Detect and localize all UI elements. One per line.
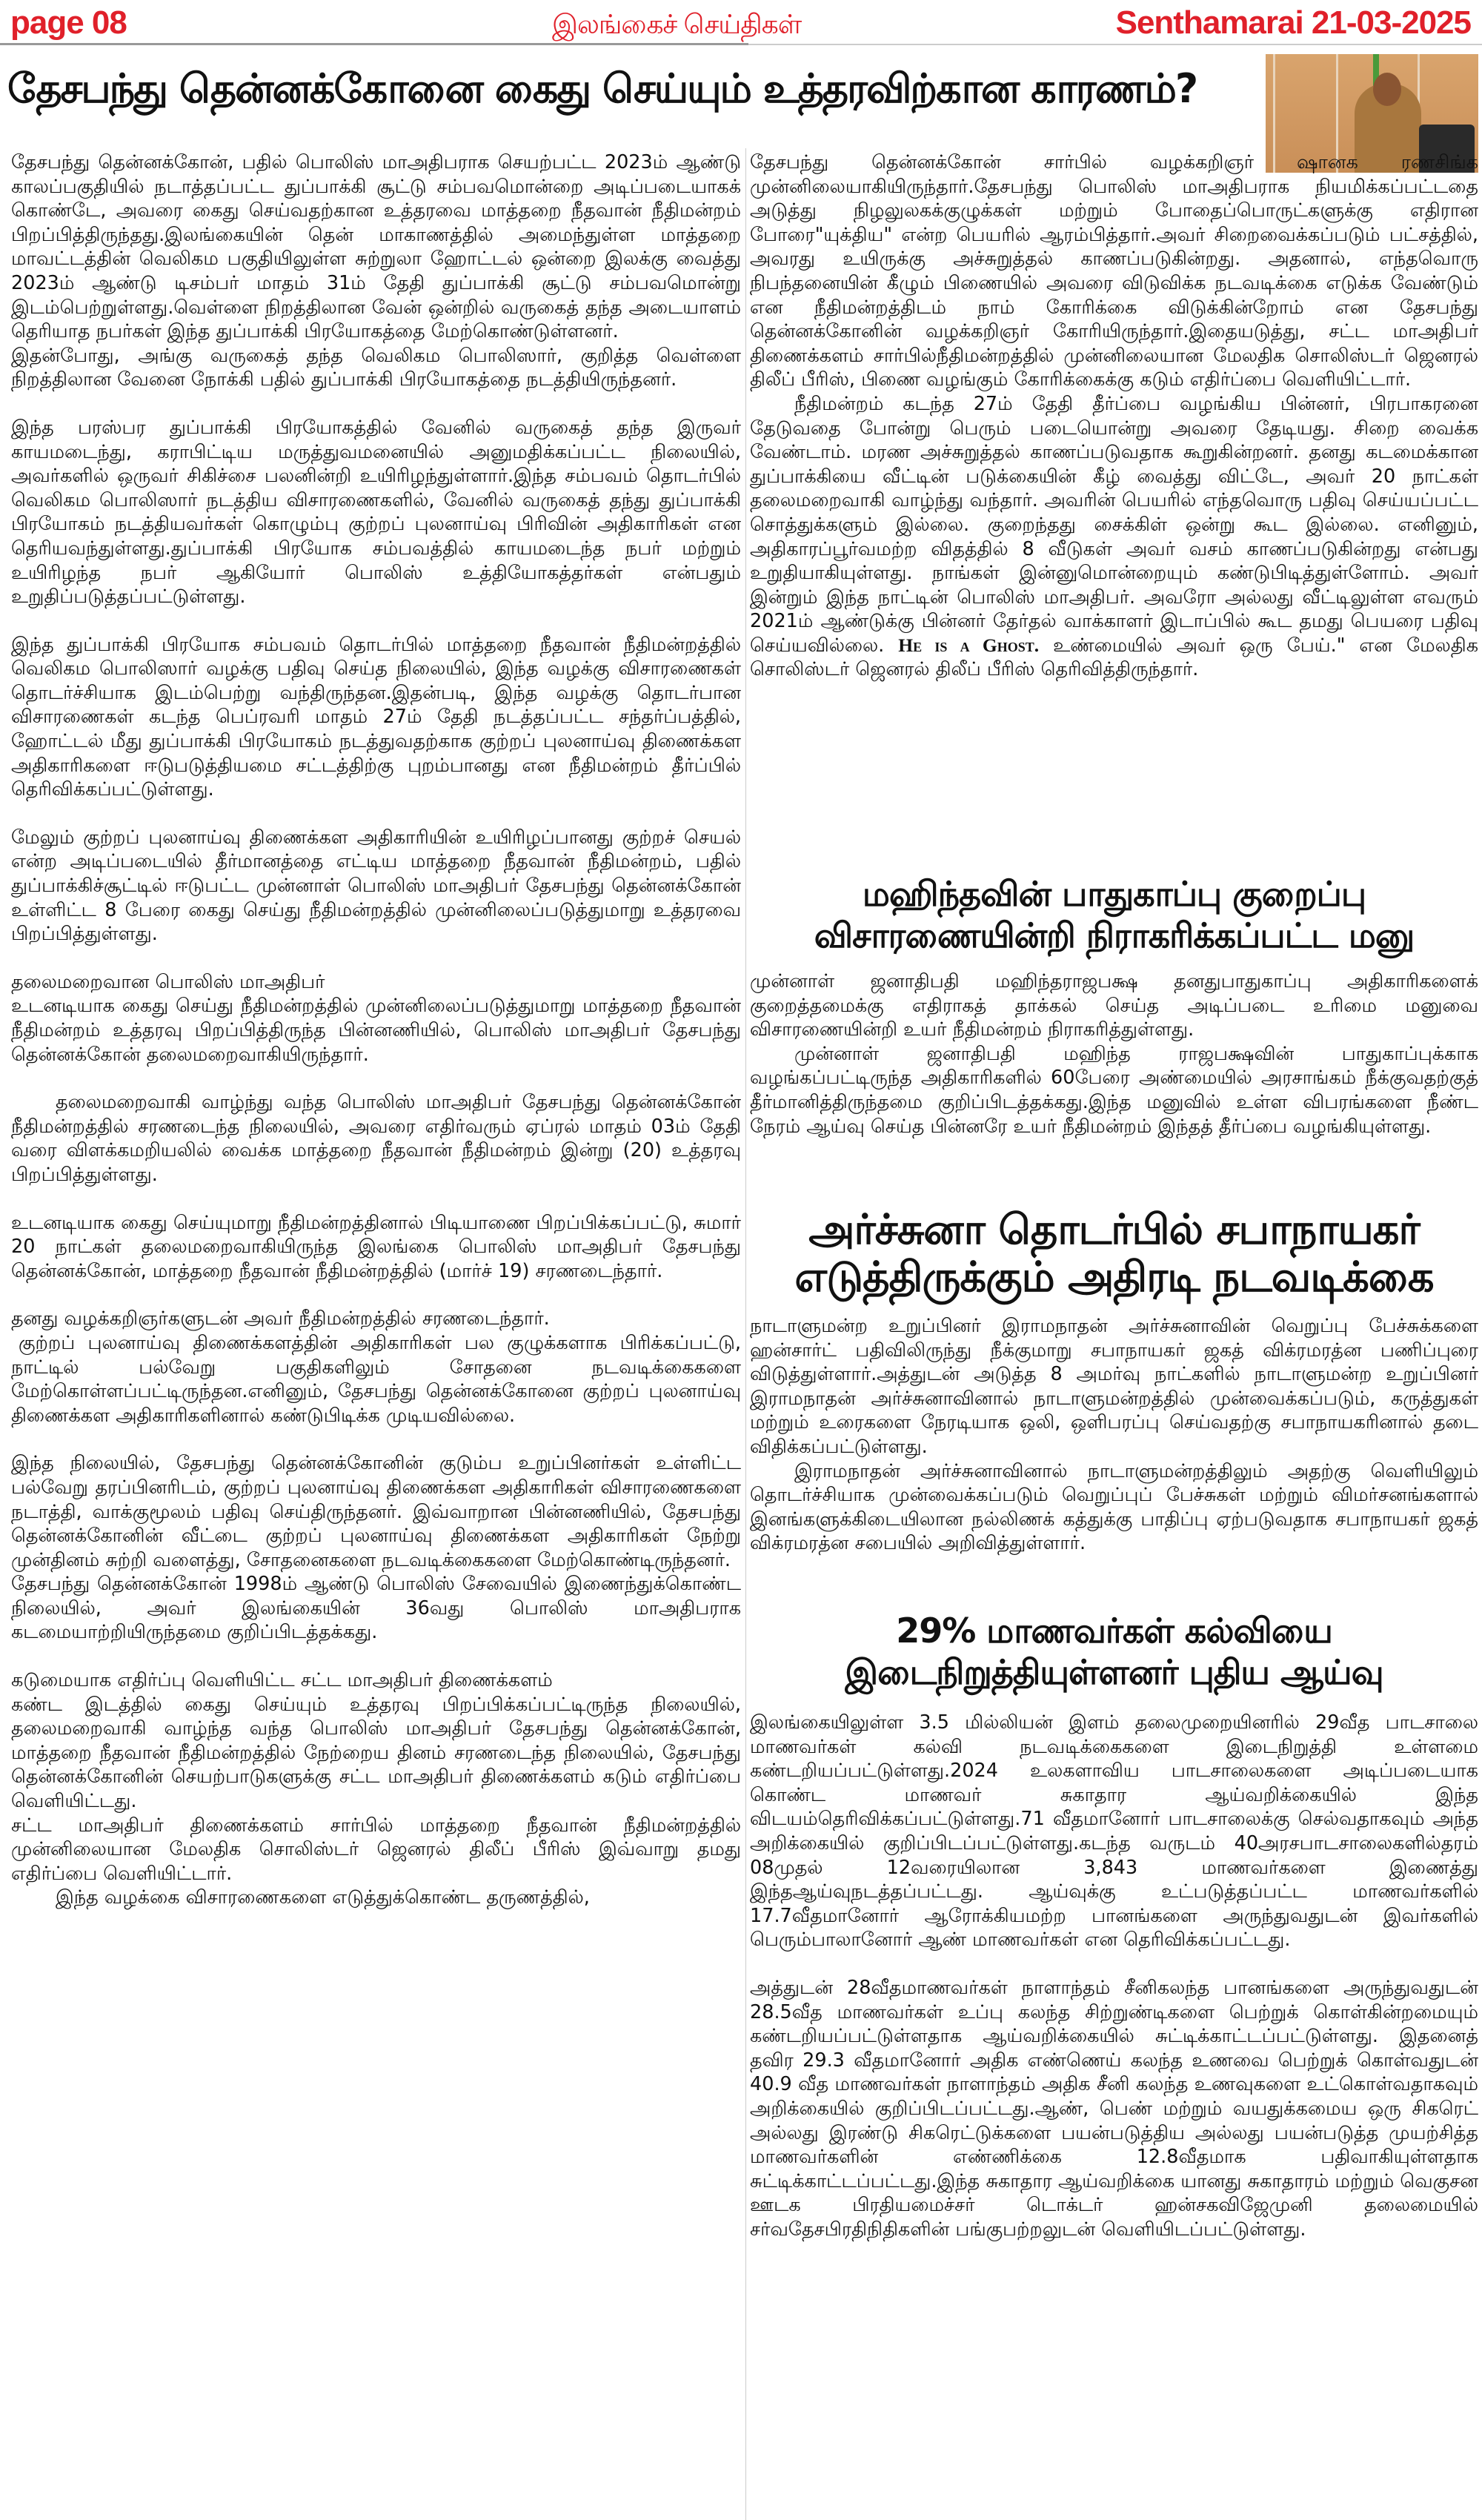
article3-headline xyxy=(750,1207,1478,1302)
headline-line: இடைநிறுத்தியுள்ளனர் புதிய ஆய்வு xyxy=(845,1652,1383,1692)
paragraph: குற்றப் புலனாய்வு திணைக்களத்தின் அதிகாரிகள் பல குழுக்களாக பிரிக்கப்பட்டு, நாட்டில் பல்வேறு பகுதிகளிலும் சோதனை நடவடிக்கைகளை மேற்கொள்ளப்பட்டிருந்தன.எனினும், தேசபந்து தென்னக்கோனை குற்றப் புலனாய்வு திணைக்கள அதிகாரிகளினால் கண்டுபிடிக்க முடியவில்லை. xyxy=(11,1331,741,1427)
subheading: தலைமறைவான பொலிஸ் மாஅதிபர் xyxy=(11,970,325,993)
section-title: இலங்கைச் செய்திகள் xyxy=(552,9,802,39)
paragraph: முன்னாள் ஜனாதிபதி மஹிந்த ராஜபக்ஷவின் பாதுகாப்புக்காக வழங்கப்பட்டிருந்த அதிகாரிகளில் 60பேரை அண்மையில் அரசாங்கம் நீக்குவதற்குத் தீர்மானித்திருந்தமை குறிப்பிடத்தக்கது.இந்த மனுவில் உள்ள விபரங்களை நீண்ட நேரம் ஆய்வு செய்த பின்னரே உயர் நீதிமன்றம் இந்தத் தீர்ப்பை வழங்கியுள்ளது. xyxy=(750,1042,1478,1138)
paragraph: நாடாளுமன்ற உறுப்பினர் இராமநாதன் அர்ச்சுனாவின் வெறுப்பு பேச்சுக்களை ஹன்சார்ட் பதிவிலிருந்து நீக்குமாறு சபாநாயகர் ஜகத் விக்ரமரத்ன பணிப்புரை விடுத்துள்ளார்.அத்துடன் அடுத்த 8 அமர்வு நாட்களில் நாடாளுமன்ற உறுப்பினர் இராமநாதன் அர்ச்சுனாவினால் நாடாளுமன்றத்தில் முன்வைக்கப்படும், கருத்துகள் மற்றும் உரைகளை நேரடியாக ஒலி, ஒளிபரப்பு செய்வதற்கு சபாநாயகரினால் தடை விதிக்கப்பட்டுள்ளது. xyxy=(750,1315,1478,1458)
header-rule xyxy=(0,43,748,45)
article1-body-left xyxy=(11,150,741,1910)
paragraph: உடனடியாக கைது செய்யுமாறு நீதிமன்றத்தினால் பிடியாணை பிறப்பிக்கப்பட்டு, சுமார் 20 நாட்கள் தலைமறைவாகியிருந்த இலங்கை பொலிஸ் மாஅதிபர் தேசபந்து தென்னக்கோன், மாத்தறை நீதவான் நீதிமன்றத்தில் (மார்ச் 19) சரணடைந்தார். xyxy=(11,1211,741,1282)
page-number: page 08 xyxy=(10,4,127,41)
paragraph: மேலும் குற்றப் புலனாய்வு திணைக்கள அதிகாரியின் உயிரிழப்பானது குற்றச் செயல் என்ற அடிப்படையில் தீர்மானத்தை எட்டிய மாத்தறை நீதவான் நீதிமன்றம், பதில் துப்பாக்கிச்சூட்டில் ஈடுபட்ட முன்னாள் பொலிஸ் மாஅதிபர் தேசபந்து தென்னக்கோன் உள்ளிட்ட 8 பேரை கைது செய்து நீதிமன்றத்தில் முன்னிலைப்படுத்துமாறு உத்தரவை பிறப்பித்துள்ளது. xyxy=(11,826,741,946)
article3-body xyxy=(750,1314,1478,1556)
paragraph: இதன்போது, அங்கு வருகைத் தந்த வெலிகம பொலிஸார், குறித்த வெள்ளை நிறத்திலான வேனை நோக்கி பதில் துப்பாக்கி பிரயோகத்தை நடத்தியிருந்தனர். xyxy=(11,344,741,391)
paragraph: அத்துடன் 28வீதமாணவர்கள் நாளாந்தம் சீனிகலந்த பானங்களை அருந்துவதுடன் 28.5வீத மாணவர்கள் உப்பு கலந்த சிற்றுண்டிகளை பெற்றுக் கொள்கின்றமையும் கண்டறியப்பட்டுள்ளதாக ஆய்வறிக்கையில் சுட்டிக்காட்டப்பட்டுள்ளது. இதனைத் தவிர 29.3 வீதமானோர் அதிக எண்ணெய் கலந்த உணவை பெற்றுக் கொள்வதுடன் 40.9 வீத மாணவர்கள் நாளாந்தம் அதிக சீனி கலந்த உணவுகளை உட்கொள்வதாகவும் அறிக்கையில் குறிப்பிடப்பட்டது.ஆண், பெண் மற்றும் வயதுக்கமைய ஒரு சிகரெட் அல்லது இரண்டு சிகரெட்டுக்களை பயன்படுத்திய அல்லது பயன்படுத்த முயற்சித்த மாணவர்களின் எண்ணிக்கை 12.8வீதமாக பதிவாகியுள்ளதாக சுட்டிக்காட்டப்பட்டது.இந்த சுகாதார ஆய்வறிக்கை யானது சுகாதாரம் மற்றும் வெகுசன ஊடக பிரதியமைச்சர் டொக்டர் ஹன்சகவிஜேமுனி தலைமையில் சர்வதேசபிரதிநிதிகளின் பங்குபற்றலுடன் வெளியிடப்பட்டுள்ளது. xyxy=(750,1976,1478,2241)
header-rule-light xyxy=(748,44,1482,45)
article4-headline xyxy=(750,1610,1478,1693)
paragraph: இராமநாதன் அர்ச்சுனாவினால் நாடாளுமன்றத்திலும் அதற்கு வெளியிலும் தொடர்ச்சியாக முன்வைக்கப்படும் வெறுப்புப் பேச்சுகள் மற்றும் விமர்சனங்களால் இனங்களுக்கிடையிலான நல்லிணக் கத்துக்கு பாதிப்பு ஏற்படுவதாக சபாநாயகர் ஜகத் விக்ரமரத்ன சபையில் அறிவித்துள்ளார். xyxy=(750,1459,1478,1555)
paragraph xyxy=(750,392,1478,682)
column-divider xyxy=(745,148,746,2520)
paragraph: இந்த பரஸ்பர துப்பாக்கி பிரயோகத்தில் வேனில் வருகைத் தந்த இருவர் காயமடைந்து, கராபிட்டிய மருத்துவமனையில் அனுமதிக்கப்பட்ட நிலையில், அவர்களில் ஒருவர் சிகிச்சை பலனின்றி உயிரிழந்துள்ளார்.இந்த சம்பவம் தொடர்பில் வெலிகம பொலிஸார் நடத்திய விசாரணைகளில், வேனில் வருகைத் தந்து துப்பாக்கி பிரயோகம் நடத்தியவர்கள் கொழும்பு குற்றப் புலனாய்வு பிரிவின் அதிகாரிகள் என தெரியவந்துள்ளது.துப்பாக்கி பிரயோக சம்பவத்தில் காயமடைந்த நபர் மற்றும் உயிரிழந்த நபர் ஆகியோர் பொலிஸ் உத்தியோகத்தர்கள் என்பதும் உறுதிப்படுத்தப்பட்டுள்ளது. xyxy=(11,416,741,609)
headline-line: அர்ச்சுனா தொடர்பில் சபாநாயகர் xyxy=(808,1206,1420,1254)
paragraph: தேசபந்து தென்னக்கோன், பதில் பொலிஸ் மாஅதிபராக செயற்பட்ட 2023ம் ஆண்டு காலப்பகுதியில் நடாத்தப்பட்ட துப்பாக்கி சூட்டு சம்பவமொன்றை அடிப்படையாகக் கொண்டே, அவரை கைது செய்வதற்கான உத்தரவை மாத்தறை நீதவான் நீதிமன்றம் பிறப்பித்திருந்தது.இலங்கையின் தென் மாகாணத்தில் அமைந்துள்ள மாத்தறை மாவட்டத்தின் வெலிகம பகுதியிலுள்ள சுற்றுலா ஹோட்டல் ஒன்றை இலக்கு வைத்து 2023ம் ஆண்டு டிசம்பர் மாதம் 31ம் தேதி துப்பாக்கி சூட்டு சம்பவமொன்று இடம்பெற்றுள்ளது.வெள்ளை நிறத்திலான வேன் ஒன்றில் வருகைத் தந்த அடையாளம் தெரியாத நபர்கள் இந்த துப்பாக்கி பிரயோகத்தை மேற்கொண்டுள்ளனர். xyxy=(11,151,741,343)
paragraph: தேசபந்து தென்னக்கோன் 1998ம் ஆண்டு பொலிஸ் சேவையில் இணைந்துக்கொண்ட நிலையில், அவர் இலங்கையின் 36வது பொலிஸ் மாஅதிபராக கடமையாற்றியிருந்தமை குறிப்பிடத்தக்கது. xyxy=(11,1573,741,1644)
masthead-brand-date: Senthamarai 21-03-2025 xyxy=(1115,4,1471,41)
article1-headline: தேசபந்து தென்னக்கோனை கைது செய்யும் உத்தரவிற்கான காரணம்? xyxy=(7,65,1197,112)
paragraph: தலைமறைவாகி வாழ்ந்து வந்த பொலிஸ் மாஅதிபர் தேசபந்து தென்னக்கோன் நீதிமன்றத்தில் சரணடைந்த நிலையில், அவரை எதிர்வரும் ஏப்ரல் மாதம் 03ம் தேதி வரை விளக்கமறியலில் வைக்க மாத்தறை நீதவான் நீதிமன்றம் இன்று (20) உத்தரவு பிறப்பித்துள்ளது. xyxy=(11,1091,741,1186)
quote-text: நீதிமன்றம் கடந்த 27ம் தேதி தீர்ப்பை வழங்கிய பின்னர், பிரபாகரனை தேடுவதை போன்று பெரும் படையொன்று அவரை தேடியது. சிறை வைக்க வேண்டாம். மரண அச்சுறுத்தல் காணப்படுவதாக கூறுகின்றனர். தனது கடமைக்கான துப்பாக்கியை வீட்டின் படுக்கையின் கீழ் வைத்து விட்டே, அவர் 20 நாட்கள் தலைமறைவாகி வாழ்ந்து வந்தார். அவரின் பெயரில் எந்தவொரு பதிவு செய்யப்பட்ட சொத்துக்களும் இல்லை. குறைந்தது சைக்கிள் ஒன்று கூட இல்லை. எனினும், அதிகாரப்பூர்வமற்ற விதத்தில் 8 வீடுகள் அவர் வசம் காணப்படுகின்றது என்பது உறுதியாகியுள்ளது. நாங்கள் இன்னுமொன்றையும் கண்டுபிடித்துள்ளோம். அவர் இன்றும் இந்த நாட்டின் பொலிஸ் மாஅதிபர். அவரோ அல்லது வீட்டிலுள்ள எவரும் 2021ம் ஆண்டுக்கு பின்னர் தேர்தல் வாக்காளர் இடாப்பில் கூட தமது பெயரை பதிவு செய்யவில்லை. xyxy=(750,392,1478,657)
quote-english: He is a Ghost. xyxy=(898,634,1040,656)
paragraph: கண்ட இடத்தில் கைது செய்யும் உத்தரவு பிறப்பிக்கப்பட்டிருந்த நிலையில், தலைமறைவாகி வாழ்ந்த வந்த பொலிஸ் மாஅதிபர் தேசபந்து தென்னக்கோன், மாத்தறை நீதவான் நீதிமன்றத்தில் நேற்றைய தினம் சரணடைந்த நிலையில், தேசபந்து தென்னக்கோனின் செயற்பாடுகளுக்கு சட்ட மாஅதிபர் திணைக்களம் கடும் எதிர்ப்பை வெளியிட்டது. xyxy=(11,1693,741,1813)
paragraph: இந்த நிலையில், தேசபந்து தென்னக்கோனின் குடும்ப உறுப்பினர்கள் உள்ளிட்ட பல்வேறு தரப்பினரிடம், குற்றப் புலனாய்வு திணைக்கள அதிகாரிகள் விசாரணைகளை நடாத்தி, வாக்குமூலம் பதிவு செய்திருந்தனர். இவ்வாறான பின்னணியில், தேசபந்து தென்னக்கோனின் வீட்டை குற்றப் புலனாய்வு திணைக்கள அதிகாரிகள் நேற்று முன்தினம் சுற்றி வளைத்து, சோதனைகளை நடவடிக்கைகளை மேற்கொண்டிருந்தனர். xyxy=(11,1452,741,1571)
paragraph: முன்னாள் ஜனாதிபதி மஹிந்தராஜபக்ஷ தனதுபாதுகாப்பு அதிகாரிகளைக் குறைத்தமைக்கு எதிராகத் தாக்கல் செய்த அடிப்படை உரிமை மனுவை விசாரணையின்றி உயர் நீதிமன்றம் நிராகரித்துள்ளது. xyxy=(750,970,1478,1041)
headline-line: 29% மாணவர்கள் கல்வியை xyxy=(896,1611,1332,1651)
paragraph: தனது வழக்கறிஞர்களுடன் அவர் நீதிமன்றத்தில் சரணடைந்தார். xyxy=(11,1307,550,1330)
headline-line: மஹிந்தவின் பாதுகாப்பு குறைப்பு xyxy=(862,874,1366,914)
paragraph: இந்த துப்பாக்கி பிரயோக சம்பவம் தொடர்பில் மாத்தறை நீதவான் நீதிமன்றத்தில் வெலிகம பொலிஸார் வழக்கு பதிவு செய்த நிலையில், இந்த வழக்கு விசாரணைகள் தொடர்ச்சியாக இடம்பெற்று வந்திருந்தன.இதன்படி, இந்த வழக்கு தொடர்பான விசாரணைகள் கடந்த பெப்ரவரி மாதம் 27ம் தேதி நடத்தப்பட்ட சந்தர்ப்பத்தில், ஹோட்டல் மீது துப்பாக்கி பிரயோகம் நடத்துவதற்காக குற்றப் புலனாய்வு திணைக்கள அதிகாரிகளை ஈடுபடுத்தியமை சட்டத்திற்கு புறம்பானது என நீதிமன்றம் தீர்ப்பில் தெரிவிக்கப்பட்டுள்ளது. xyxy=(11,633,741,801)
paragraph: இலங்கையிலுள்ள 3.5 மில்லியன் இளம் தலைமுறையினரில் 29வீத பாடசாலை மாணவர்கள் கல்வி நடவடிக்கைகளை இடைநிறுத்தி உள்ளமை கண்டறியப்பட்டுள்ளது.2024 உலகளாவிய பாடசாலைகளை அடிப்படையாக கொண்ட மாணவர் சுகாதார ஆய்வறிக்கையில் இந்த விடயம்தெரிவிக்கப்பட்டுள்ளது.71 வீதமானோர் பாடசாலைக்கு செல்வதாகவும் அந்த அறிக்கையில் குறிப்பிடப்பட்டுள்ளது.கடந்த வருடம் 40அரசபாடசாலைகளில்தரம் 08முதல் 12வரையிலான 3,843 மாணவர்களை இணைத்து இந்தஆய்வுநடத்தப்பட்டது. ஆய்வுக்கு உட்படுத்தப்பட்ட மாணவர்களில் 17.7வீதமானோர் ஆரோக்கியமற்ற பானங்களை அருந்துவதுடன் இவர்களில் பெரும்பாலானோர் ஆண் மாணவர்கள் என தெரிவிக்கப்பட்டது. xyxy=(750,1711,1478,1952)
headline-line: எடுத்திருக்கும் அதிரடி நடவடிக்கை xyxy=(794,1253,1434,1302)
paragraph: சட்ட மாஅதிபர் திணைக்களம் சார்பில் மாத்தறை நீதவான் நீதிமன்றத்தில் முன்னிலையான மேலதிக சொலிஸ்டர் ஜெனரல் திலீப் பீரிஸ் இவ்வாறு தமது எதிர்ப்பை வெளியிட்டார். xyxy=(11,1814,741,1885)
quote-text: உண்மையில் அவர் ஒரு பேய்." என மேலதிக சொலிஸ்டர் ஜெனரல் திலீப் பீரிஸ் தெரிவித்திருந்தார். xyxy=(750,634,1478,681)
article2-body xyxy=(750,969,1478,1138)
article2-headline xyxy=(750,873,1478,956)
headline-line: விசாரணையின்றி நிராகரிக்கப்பட்ட மனு xyxy=(814,915,1415,955)
paragraph: தேசபந்து தென்னக்கோன் சார்பில் வழக்கறிஞர் ஷானக ரணசிங்க முன்னிலையாகியிருந்தார்.தேசபந்து பொலிஸ் மாஅதிபராக நியமிக்கப்பட்டதை அடுத்து நிழலுலகக்குழுக்கள் மற்றும் போதைப்பொருட்களுக்கு எதிரான போரை"யுக்திய" என்ற பெயரில் ஆரம்பித்தார்.அவர் சிறைவைக்கப்படும் பட்சத்தில், அவரது உயிருக்கு அச்சுறுத்தல் காணப்படுகின்றது. அதனால், எந்தவொரு நிபந்தனையின் கீழும் பிணையில் அவரை விடுவிக்க நடவடிக்கை எடுக்க வேண்டும் என நீதிமன்றத்திடம் நாம் கோரிக்கை விடுக்கின்றோம் என தேசபந்து தென்னக்கோனின் வழக்கறிஞர் கோரியிருந்தார்.இதையடுத்து, சட்ட மாஅதிபர் திணைக்களம் சார்பில்நீதிமன்றத்தில் முன்னிலையான மேலதிக சொலிஸ்டர் ஜெனரல் திலீப் பீரிஸ், பிணை வழங்கும் கோரிக்கைக்கு கடும் எதிர்ப்பை வெளியிட்டார். xyxy=(750,151,1478,391)
subheading: கடுமையாக எதிர்ப்பு வெளியிட்ட சட்ட மாஅதிபர் திணைக்களம் xyxy=(11,1669,553,1692)
article4-body xyxy=(750,1711,1478,2241)
paragraph: உடனடியாக கைது செய்து நீதிமன்றத்தில் முன்னிலைப்படுத்துமாறு மாத்தறை நீதவான் நீதிமன்றம் உத்தரவு பிறப்பித்திருந்த பின்னணியில், பொலிஸ் மாஅதிபர் தேசபந்து தென்னக்கோன் தலைமறைவாகியிருந்தார். xyxy=(11,995,741,1066)
article1-body-right xyxy=(750,150,1478,682)
paragraph: இந்த வழக்கை விசாரணைகளை எடுத்துக்கொண்ட தருணத்தில், xyxy=(56,1886,590,1909)
